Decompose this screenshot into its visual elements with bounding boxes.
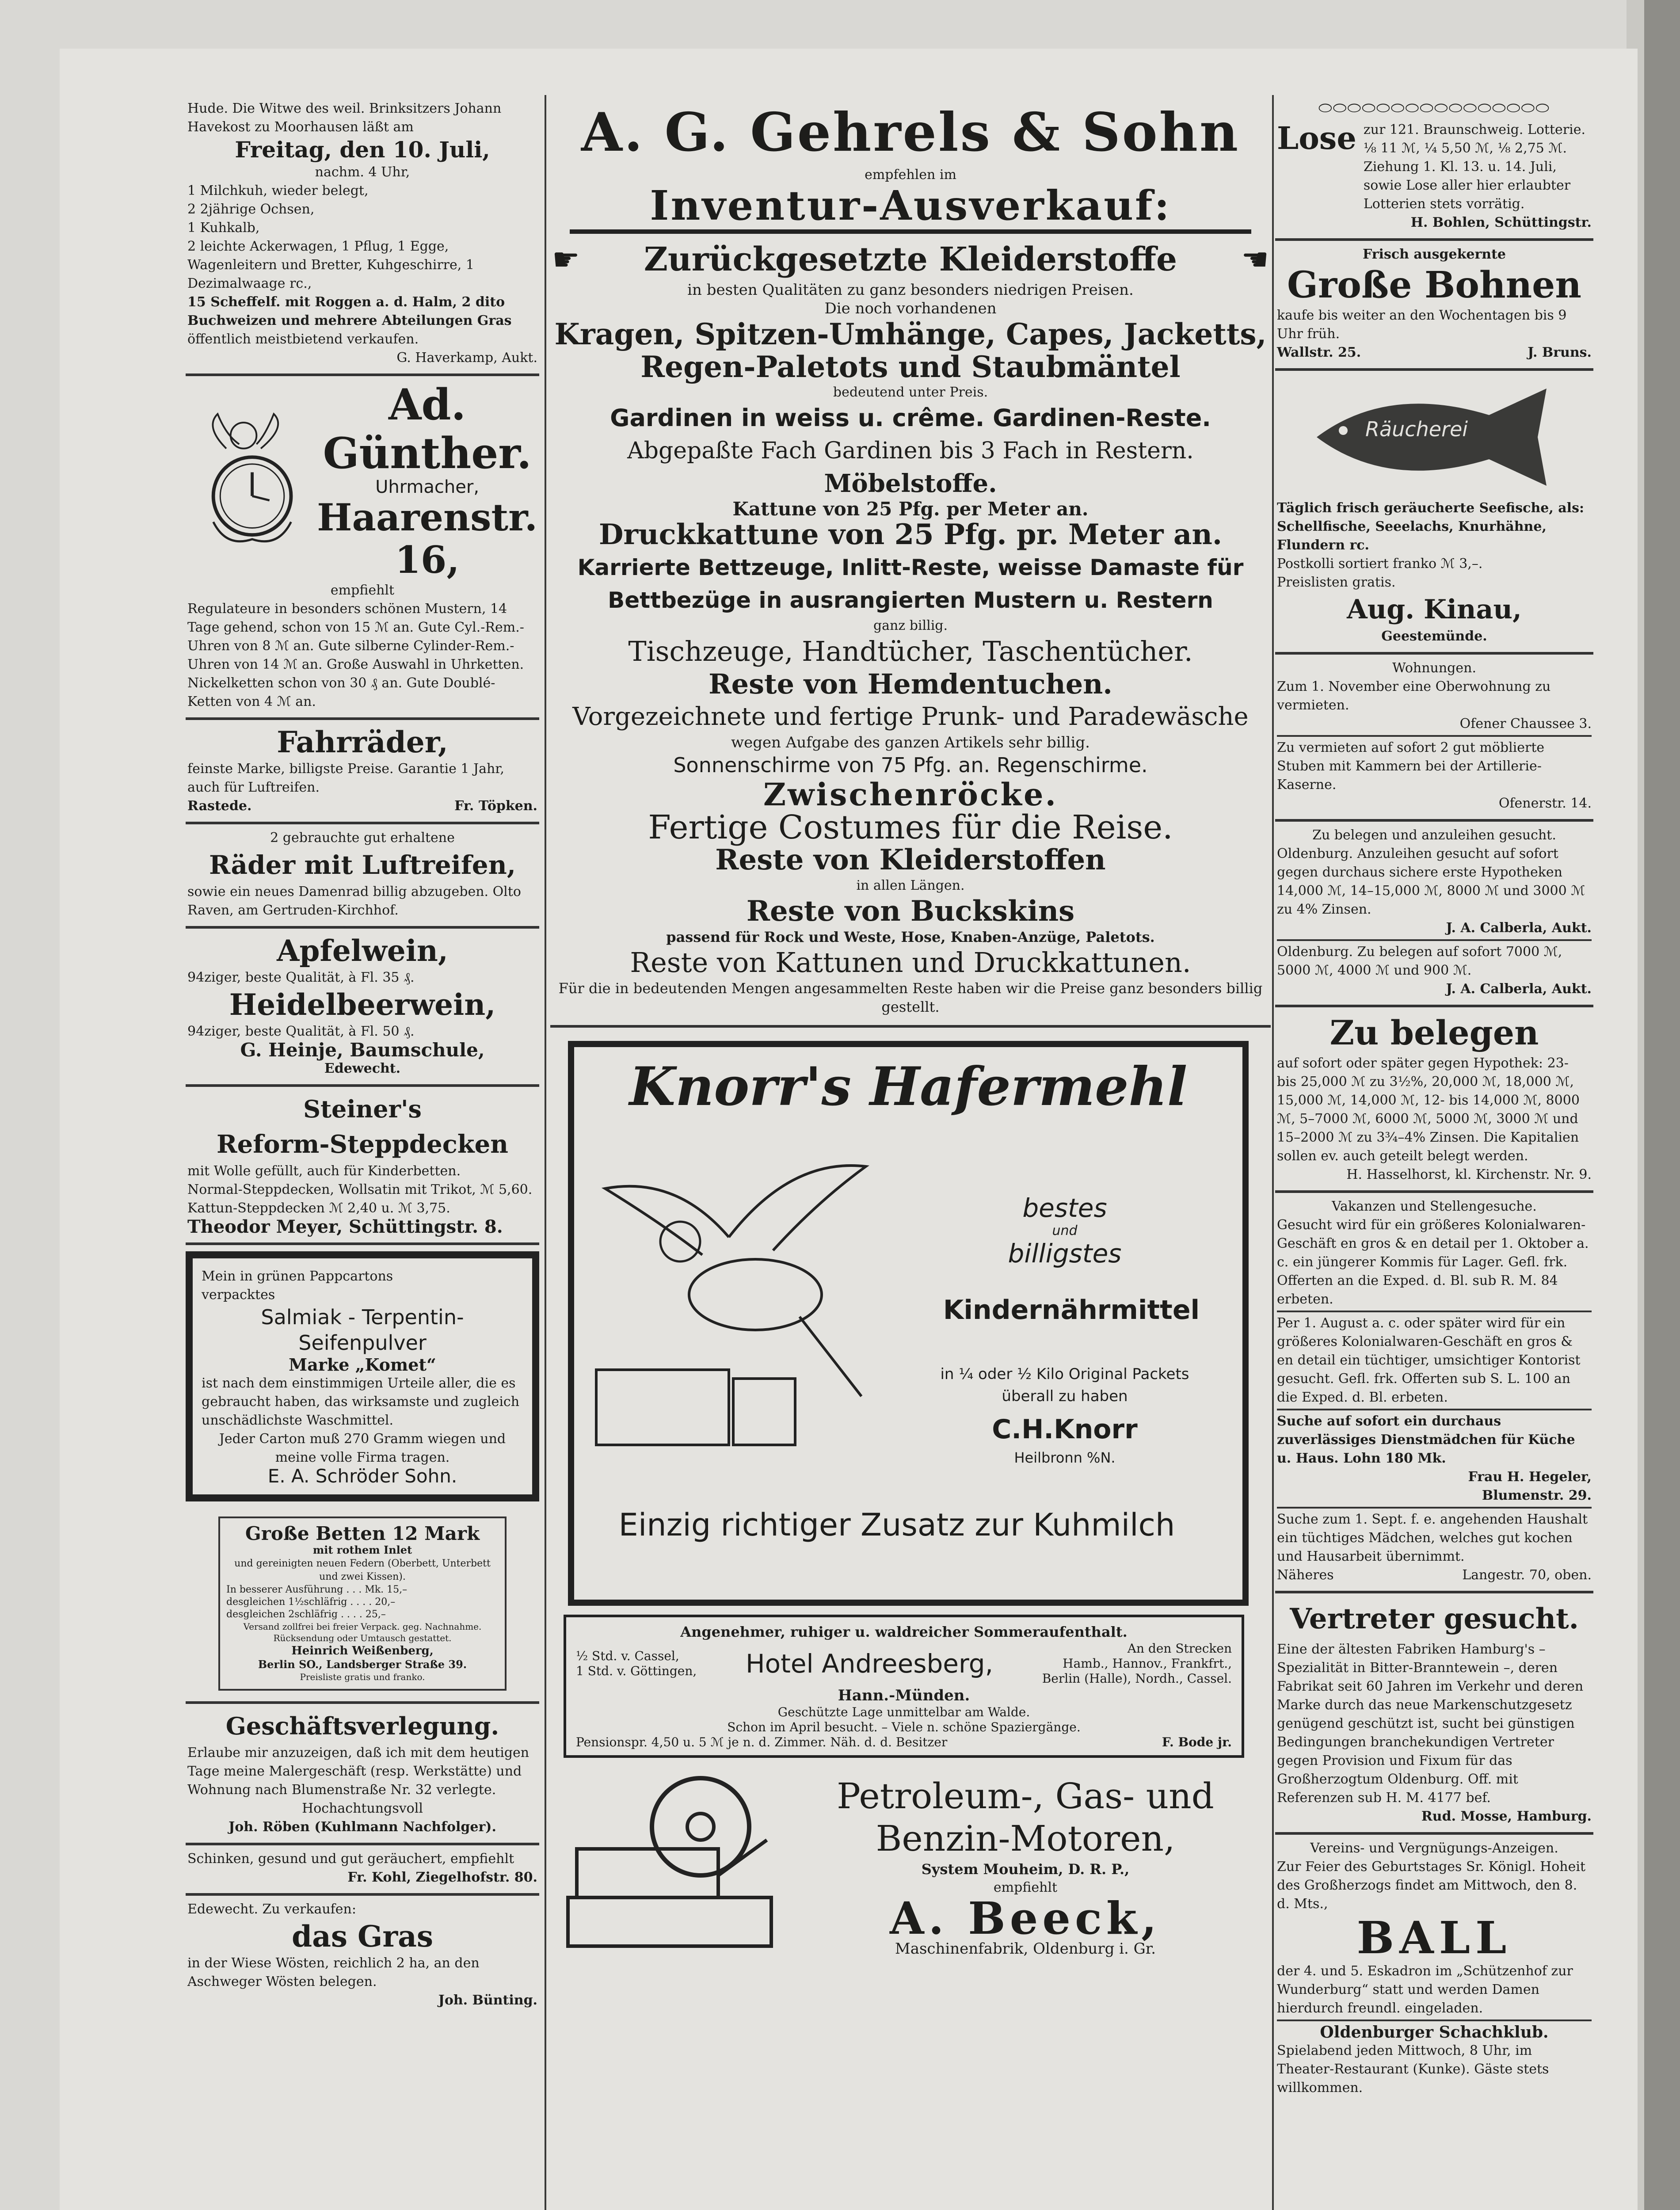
relocation-ad	[186, 1704, 539, 1845]
gehrels-curtains2: Abgepaßte Fach Gardinen bis 3 Fach in Restern.	[627, 438, 1194, 464]
gehrels-items: Kragen, Spitzen-Umhänge, Capes, Jacketts,	[554, 317, 1267, 351]
salmiak-brand: Marke „Komet“	[289, 1355, 436, 1375]
beeck-line: Petroleum-, Gas- und	[837, 1776, 1214, 1817]
used-bikes-text: sowie ein neues Damenrad billig abzugeben. Olto Raven, am Gertruden-Kirchhof.	[187, 884, 521, 918]
job-address: Langestr. 70, oben.	[1462, 1567, 1592, 1583]
gehrels-linens: Tischzeuge, Handtücher, Taschentücher.	[628, 635, 1193, 667]
divider	[1277, 735, 1592, 737]
loans-text: Oldenburg. Anzuleihen gesucht auf sofort gegen durchaus sichere erste Hypotheken 14,000 ℳ, 14–15,000 ℳ, 8000 ℳ und 3000 ℳ zu 4% Zinsen.	[1277, 846, 1585, 917]
gehrels-laundry2: wegen Aufgabe des ganzen Artikels sehr billig.	[731, 734, 1090, 751]
steiner-subtitle: Reform-Steppdecken	[217, 1130, 508, 1159]
gehrels-line: Die noch vorhandenen	[824, 300, 997, 317]
bikes-signature: Fr. Töpken.	[454, 798, 537, 814]
smokery-text: Täglich frisch geräucherte Seefische, als: Schellfische, Seeelachs, Knurhähne, Flundern rc.	[1277, 500, 1585, 553]
gehrels-petticoats: Zwischenröcke.	[763, 776, 1058, 813]
beeck-address: Maschinenfabrik, Oldenburg i. Gr.	[895, 1940, 1156, 1958]
belegen-signature: H. Hasselhorst, kl. Kirchenstr. Nr. 9.	[1346, 1167, 1592, 1182]
clubs-title: Vereins- und Vergnügungs-Anzeigen.	[1310, 1840, 1558, 1856]
cider-ad	[186, 929, 539, 1087]
bikes-ad	[186, 720, 539, 824]
grass-text: in der Wiese Wösten, reichlich 2 ha, an den Aschweger Wösten belegen.	[187, 1955, 480, 1989]
beans-ad	[1275, 241, 1593, 371]
gehrels-furniture: Möbelstoffe.	[824, 469, 997, 498]
beeck-firm: A. Beeck,	[890, 1892, 1161, 1944]
fish-label: Räucherei	[1365, 417, 1468, 441]
job-address: Blumenstr. 29.	[1482, 1488, 1592, 1503]
auction-item: 1 Kuhkalb,	[187, 220, 260, 236]
gehrels-checked: Karrierte Bettzeuge, Inlitt-Reste, weisse Damaste für	[577, 555, 1244, 580]
salmiak-ad	[186, 1251, 539, 1501]
flats-ad: Zum 1. November eine Oberwohnung zu vermieten.	[1277, 679, 1551, 713]
job-ad: Suche auf sofort ein durchaus zuverlässiges Dienstmädchen für Küche u. Haus. Lohn 180 Mk.	[1277, 1414, 1575, 1466]
cherub-clock-icon	[187, 408, 317, 554]
salmiak-text: Jeder Carton muß 270 Gramm wiegen und meine volle Firma tragen.	[219, 1431, 506, 1465]
gehrels-lengths: in allen Längen.	[856, 878, 965, 893]
hotel-line: Geschützte Lage unmittelbar am Walde.	[777, 1705, 1030, 1719]
bikes-place: Rastede.	[187, 798, 252, 814]
gas-engine-icon	[559, 1769, 789, 1964]
ball-title: BALL	[1356, 1912, 1512, 1964]
knorr-and: und	[1052, 1223, 1078, 1238]
gehrels-sale-title: Inventur-Ausverkauf:	[650, 182, 1171, 229]
hotel-right: An den Strecken	[1127, 1641, 1232, 1656]
salmiak-line: Mein in grünen Pappcartons	[202, 1269, 393, 1284]
hotel-place: Hann.-Münden.	[838, 1687, 970, 1704]
beds-address: Berlin SO., Landsberger Straße 39.	[258, 1658, 467, 1671]
gehrels-checked: Bettbezüge in ausrangierten Mustern u. Restern	[608, 587, 1213, 613]
gehrels-kattun: Reste von Kattunen und Druckkattunen.	[630, 946, 1191, 979]
steiner-text: mit Wolle gefüllt, auch für Kinderbetten.	[187, 1163, 461, 1179]
cider-seller: G. Heinje, Baumschule,	[240, 1039, 485, 1061]
hotel-left: ½ Std. v. Cassel,	[576, 1649, 679, 1663]
jobs-title: Vakanzen und Stellengesuche.	[1332, 1199, 1537, 1214]
grass-line: Edewecht. Zu verkaufen:	[187, 1901, 356, 1917]
salmiak-seller: E. A. Schröder Sohn.	[267, 1465, 457, 1487]
used-bikes-line: 2 gebrauchte gut erhaltene	[270, 830, 455, 846]
agent-text: Eine der ältesten Fabriken Hamburg's – Spezialität in Bitter-Branntewein –, deren Fabrikat seit 60 Jahren im Verkehr und deren Marke durch das neue Markenschutzgesetz genügend geschützt ist, sucht bei günstigen Bedingungen branchekundigen Vertreter gegen Provision und Fixum für das Großherzogtum Oldenburg. Off. mit Referenzen sub H. M. 4177 bef.	[1277, 1642, 1584, 1806]
hotel-right: Hamb., Hannov., Frankfrt.,	[1063, 1656, 1232, 1671]
job-ad: Per 1. August a. c. oder später wird für ein größeres Kolonialwaren-Geschäft en gros & en detail ein tüchtiger, umsichtiger Kontorist gesucht. Gefl. frk. Offerten sub S. L. 100 an die Exped. d. Bl. erbeten.	[1277, 1315, 1581, 1405]
beans-signature: J. Bruns.	[1528, 345, 1592, 360]
chain-border-icon: ⬭⬭⬭⬭⬭⬭⬭⬭⬭⬭⬭⬭⬭⬭⬭⬭	[1318, 99, 1550, 117]
beds-price: desgleichen 1½schläfrig . . . . 20,–	[226, 1597, 396, 1608]
beds-footer: Preisliste gratis und franko.	[300, 1672, 425, 1682]
divider	[1277, 2019, 1592, 2021]
knorr-cheapest: billigstes	[1008, 1238, 1122, 1269]
loans-text: Oldenburg. Zu belegen auf sofort 7000 ℳ, 5000 ℳ, 4000 ℳ und 900 ℳ.	[1277, 944, 1562, 978]
divider	[1277, 1409, 1592, 1410]
auction-item: 15 Scheffelf. mit Roggen a. d. Halm, 2 dito Buchweizen und mehrere Abteilungen Gras	[187, 294, 512, 328]
ham-ad	[186, 1845, 539, 1896]
knorr-city: Heilbronn %N.	[1014, 1449, 1116, 1466]
auction-intro: Hude. Die Witwe des weil. Brinksitzers Johann Havekost zu Moorhausen läßt am	[187, 101, 502, 135]
ham-text: Schinken, gesund und gut geräuchert, empfiehlt	[187, 1851, 514, 1867]
clubs-intro: Zur Feier des Geburtstages Sr. Königl. Hoheit des Großherzogs findet am Mittwoch, den 8. d. Mts.,	[1277, 1859, 1586, 1912]
auction-item: 1 Milchkuh, wieder belegt,	[187, 183, 369, 198]
hotel-header: Angenehmer, ruhiger u. waldreicher Sommeraufenthalt.	[680, 1623, 1128, 1640]
knorr-slogan: Einzig richtiger Zusatz zur Kuhmilch	[618, 1507, 1175, 1543]
steiner-title: Steiner's	[303, 1095, 422, 1123]
column-rule	[545, 95, 546, 2210]
agent-title: Vertreter gesucht.	[1290, 1602, 1579, 1635]
used-bikes-ad	[186, 824, 539, 929]
auction-closing: öffentlich meistbietend verkaufen.	[187, 332, 419, 347]
beans-title: Große Bohnen	[1287, 264, 1581, 306]
chess-title: Oldenburger Schachklub.	[1320, 2023, 1549, 2042]
auction-item: 2 2jährige Ochsen,	[187, 202, 315, 217]
jobs-ad	[1275, 1193, 1593, 1593]
gehrels-remnants: Reste von Kleiderstoffen	[715, 843, 1106, 876]
job-ad: Suche zum 1. Sept. f. e. angehenden Haushalt ein tüchtiges Mädchen, welches gut kochen und Hausarbeit übernimmt.	[1277, 1512, 1588, 1564]
smokery-text: Postkolli sortiert franko ℳ 3,–.	[1277, 556, 1483, 572]
job-ad: Gesucht wird für ein größeres Kolonialwaren-Geschäft en gros & en detail per 1. Oktober a. c. ein jüngerer Kommis für Lager. Gefl. frk. Offerten an die Exped. d. Bl. sub R. M. 84 erbeten.	[1277, 1217, 1589, 1307]
gehrels-items: Regen-Paletots und Staubmäntel	[640, 350, 1181, 384]
lottery-ad	[1275, 95, 1593, 241]
knorr-ad	[568, 1041, 1249, 1606]
lottery-text: zur 121. Braunschweig. Lotterie. ⅛ 11 ℳ, ¼ 5,50 ℳ, ⅛ 2,75 ℳ. Ziehung 1. Kl. 13. u. 14. Juli, sowie Lose aller hier erlaubter Lotterien stets vorrätig.	[1363, 122, 1586, 212]
flats-address: Ofener Chaussee 3.	[1459, 716, 1592, 732]
blueberry-title: Heidelbeerwein,	[229, 987, 496, 1022]
steiner-text: Normal-Steppdecken, Wollsatin mit Trikot, ℳ 5,60.	[187, 1182, 533, 1197]
hotel-owner: F. Bode jr.	[1162, 1735, 1232, 1749]
middle-column	[550, 95, 1271, 1968]
job-signature: Frau H. Hegeler,	[1468, 1469, 1592, 1485]
column-rule	[1272, 95, 1274, 2210]
right-column	[1275, 95, 1593, 2103]
gehrels-footer: Für die in bedeutenden Mengen angesammelten Reste haben wir die Preise ganz besonders billig gestellt.	[558, 980, 1263, 1015]
loans-signature: J. A. Calberla, Aukt.	[1446, 981, 1592, 997]
grass-ad	[186, 1896, 539, 2016]
agent-ad	[1275, 1593, 1593, 1835]
beds-ad	[186, 1508, 539, 1704]
binding-edge	[1644, 0, 1680, 2210]
cider-title: Apfelwein,	[277, 934, 448, 968]
beeck-recommends: empfiehlt	[993, 1880, 1058, 1895]
bikes-text: feinste Marke, billigste Preise. Garantie 1 Jahr, auch für Luftreifen.	[187, 761, 504, 795]
beds-title: Große Betten 12 Mark	[245, 1523, 480, 1544]
gehrels-shirting: Reste von Hemdentuchen.	[709, 668, 1112, 700]
guenther-address: Haarenstr. 16,	[317, 495, 537, 582]
beds-line: und gereinigten neuen Federn (Oberbett, Unterbett und zwei Kissen).	[234, 1558, 491, 1582]
beans-text: kaufe bis weiter an den Wochentagen bis 9 Uhr früh.	[1277, 308, 1567, 342]
bikes-title: Fahrräder,	[277, 725, 448, 759]
pointing-hand-left-icon: ☚	[1241, 241, 1269, 278]
beeck-system: System Mouheim, D. R. P.,	[921, 1861, 1130, 1878]
blueberry-line: 94ziger, beste Qualität, à Fl. 50 ₰.	[187, 1024, 415, 1039]
gehrels-firm: A. G. Gehrels & Sohn	[581, 101, 1240, 164]
gehrels-cheap: ganz billig.	[873, 618, 948, 633]
ham-signature: Fr. Kohl, Ziegelhofstr. 80.	[347, 1870, 537, 1885]
lottery-title: Lose	[1277, 120, 1356, 156]
steiner-seller: Theodor Meyer, Schüttingstr. 8.	[187, 1216, 503, 1237]
smokery-ad	[1275, 371, 1593, 655]
guenther-name: Ad. Günther.	[323, 380, 532, 478]
knorr-best: bestes	[1022, 1193, 1107, 1223]
cider-line: 94ziger, beste Qualität, à Fl. 35 ₰.	[187, 970, 415, 985]
hotel-left: 1 Std. v. Göttingen,	[576, 1664, 697, 1678]
gehrels-buckskins2: passend für Rock und Weste, Hose, Knaben-Anzüge, Paletots.	[666, 929, 1155, 945]
pointing-hand-right-icon: ☛	[552, 241, 580, 278]
salmiak-product: Seifenpulver	[298, 1331, 427, 1355]
auction-date: Freitag, den 10. Juli,	[235, 137, 490, 163]
relocation-regards: Hochachtungsvoll	[302, 1801, 423, 1816]
lottery-signature: H. Bohlen, Schüttingstr.	[1410, 215, 1592, 230]
gehrels-ad	[550, 95, 1271, 1028]
salmiak-product: Salmiak - Terpentin-	[261, 1305, 464, 1329]
clubs-text: der 4. und 5. Eskadron im „Schützenhof zur Wunderburg“ statt und werden Damen hierdurch freundl. eingeladen.	[1277, 1963, 1573, 2016]
flats-ad: Zu vermieten auf sofort 2 gut möblierte Stuben mit Kammern bei der Artillerie-Kaserne.	[1277, 740, 1545, 793]
agent-signature: Rud. Mosse, Hamburg.	[1421, 1809, 1592, 1824]
beds-line: Versand zollfrei bei freier Verpack. geg. Nachnahme. Rücksendung oder Umtausch gestattet.	[243, 1621, 482, 1643]
guenther-trade: Uhrmacher,	[375, 477, 480, 497]
hotel-line: Pensionspr. 4,50 u. 5 ℳ je n. d. Zimmer. Näh. d. d. Besitzer	[576, 1735, 948, 1749]
guenther-ad	[186, 376, 539, 720]
knorr-packs: in ¼ oder ½ Kilo Original Packets	[940, 1365, 1189, 1383]
flats-address: Ofenerstr. 14.	[1498, 796, 1592, 811]
hotel-name: Hotel Andreesberg,	[745, 1649, 994, 1679]
salmiak-text: ist nach dem einstimmigen Urteile aller, die es gebraucht haben, das wirksamste und zugleich unschädlichste Waschmittel.	[202, 1376, 520, 1428]
gehrels-calico: Kattune von 25 Pfg. per Meter an.	[732, 498, 1089, 520]
gehrels-line: in besten Qualitäten zu ganz besonders niedrigen Preisen.	[687, 281, 1134, 299]
knorr-maker: C.H.Knorr	[992, 1414, 1138, 1445]
grass-title: das Gras	[291, 1919, 434, 1954]
cider-place: Edewecht.	[324, 1061, 401, 1076]
grass-signature: Joh. Bünting.	[438, 1993, 537, 2008]
gehrels-line: bedeutend unter Preis.	[833, 385, 988, 400]
divider	[1277, 939, 1592, 941]
fish-illustration	[1277, 375, 1592, 499]
beeck-line: Benzin-Motoren,	[876, 1818, 1175, 1859]
gehrels-umbrellas: Sonnenschirme von 75 Pfg. an. Regenschirme.	[673, 753, 1148, 777]
beds-price: desgleichen 2schläfrig . . . . 25,–	[226, 1609, 386, 1620]
stork-with-baby-icon	[587, 1149, 870, 1458]
auction-time: nachm. 4 Uhr,	[315, 164, 410, 180]
divider	[570, 229, 1251, 234]
auction-signature: G. Haverkamp, Aukt.	[396, 350, 537, 366]
gehrels-print: Druckkattune von 25 Pfg. pr. Meter an.	[598, 518, 1223, 551]
relocation-text: Erlaube mir anzuzeigen, daß ich mit dem heutigen Tage meine Malergeschäft (resp. Werkstätte) und Wohnung nach Blumenstraße Nr. 32 verlegte.	[187, 1745, 530, 1798]
guenther-recommends: empfiehlt	[330, 583, 395, 598]
beans-line: Frisch ausgekernte	[1362, 247, 1506, 262]
guenther-text: Regulateure in besonders schönen Mustern, 14 Tage gehend, schon von 15 ℳ an. Gute Cyl.-Rem.-Uhren von 8 ℳ an. Gute silberne Cylinder-Rem.-Uhren von 14 ℳ an. Große Auswahl in Uhrketten. Nickelketten schon von 30 ₰ an. Gute Doublé-Ketten von 4 ℳ an.	[187, 601, 524, 709]
divider	[1277, 1507, 1592, 1509]
used-bikes-title: Räder mit Luftreifen,	[209, 850, 516, 880]
salmiak-line: verpacktes	[202, 1287, 275, 1303]
auction-item: 2 leichte Ackerwagen, 1 Pflug, 1 Egge, Wagenleitern und Bretter, Kuhgeschirre, 1 Dezimalwaage rc.,	[187, 239, 474, 291]
auction-ad	[186, 95, 539, 376]
smokery-place: Geestemünde.	[1381, 629, 1487, 644]
relocation-title: Geschäftsverlegung.	[225, 1712, 499, 1740]
smokery-text: Preislisten gratis.	[1277, 575, 1396, 590]
clubs-ad	[1275, 1835, 1593, 2103]
flats-title: Wohnungen.	[1392, 660, 1476, 676]
smokery-seller: Aug. Kinau,	[1347, 594, 1522, 625]
knorr-product: Kindernährmittel	[943, 1295, 1200, 1326]
belegen-text: auf sofort oder später gegen Hypothek: 23- bis 25,000 ℳ zu 3½%, 20,000 ℳ, 18,000 ℳ, 15,000 ℳ, 14,000 ℳ, 12- bis 14,000 ℳ, 8000 ℳ, 5–7000 ℳ, 6000 ℳ, 5000 ℳ, 3000 ℳ und 15–2000 ℳ zu 3¾–4% Zinsen. Die Kapitalien sollen ev. auch geteilt belegt werden.	[1277, 1055, 1580, 1164]
beds-price: In besserer Ausführung . . . Mk. 15,–	[226, 1584, 408, 1595]
beds-line: mit rothem Inlet	[312, 1543, 412, 1556]
hotel-ad	[564, 1615, 1244, 1758]
loans-signature: J. A. Calberla, Aukt.	[1446, 920, 1592, 936]
hotel-right: Berlin (Halle), Nordh., Cassel.	[1042, 1671, 1232, 1686]
gehrels-recommend: empfehlen im	[865, 167, 956, 183]
relocation-signature: Joh. Röben (Kuhlmann Nachfolger).	[229, 1819, 496, 1835]
gehrels-laundry: Vorgezeichnete und fertige Prunk- und Paradewäsche	[572, 702, 1249, 731]
flats-ad	[1275, 655, 1593, 822]
hotel-line: Schon im April besucht. – Viele n. schöne Spaziergänge.	[727, 1720, 1081, 1734]
gehrels-curtains: Gardinen in weiss u. crême. Gardinen-Reste.	[610, 404, 1211, 432]
belegen-title: Zu belegen	[1330, 1013, 1539, 1052]
gehrels-reduced: Zurückgesetzte Kleiderstoffe	[644, 240, 1177, 278]
steiner-text: Kattun-Steppdecken ℳ 2,40 u. ℳ 3,75.	[187, 1200, 450, 1216]
divider	[1277, 1311, 1592, 1312]
left-column	[186, 95, 539, 2016]
gehrels-buckskins: Reste von Buckskins	[746, 895, 1075, 928]
job-more: Näheres	[1277, 1567, 1334, 1583]
beeck-ad	[550, 1765, 1271, 1968]
knorr-title: Knorr's Hafermehl	[629, 1055, 1188, 1118]
steiner-ad	[186, 1087, 539, 1245]
chess-text: Spielabend jeden Mittwoch, 8 Uhr, im Theater-Restaurant (Kunke). Gäste stets willkommen.	[1277, 2043, 1549, 2096]
belegen-ad	[1275, 1007, 1593, 1193]
gehrels-costumes: Fertige Costumes für die Reise.	[648, 808, 1173, 846]
knorr-everywhere: überall zu haben	[1002, 1387, 1128, 1405]
loans-title: Zu belegen und anzuleihen gesucht.	[1312, 827, 1556, 843]
loans-ad	[1275, 822, 1593, 1007]
beans-address: Wallstr. 25.	[1277, 345, 1361, 360]
beds-seller: Heinrich Weißenberg,	[291, 1644, 434, 1658]
